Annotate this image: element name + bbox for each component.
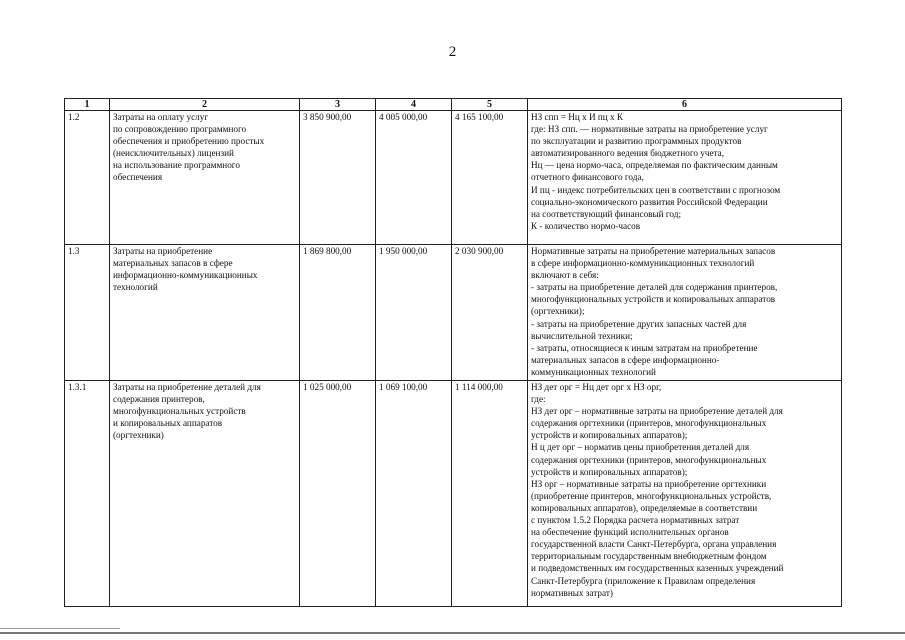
- row-note: Нормативные затраты на приобретение материальных запасов в сфере информационно-коммуникационных технологий включают в себя: - затраты на приобретение деталей для содержания принтеров, многофункциональных устройств и копировальных аппаратов (оргтехники); - затраты на приобретение других запасных частей для вычислительной техники; - затраты, относящиеся к иным затратам на приобретение материальных запасов в сфере информационно- коммуникационных технологий: [528, 245, 842, 381]
- row-note: НЗ спп = Нц х И пц х К где: НЗ спп. — нормативные затраты на приобретение услуг по эксплуатации и развитию программных продуктов автоматизированного ведения бюджетного учета, Нц — цена нормо-часа, определяемая по фактическим данным отчетного финансового года, И пц - индекс потребительских цен в соответствии с прогнозом социально-экономического развития Российской Федерации на соответствующий финансовый год; К - количество нормо-часов: [528, 111, 842, 245]
- scan-artifact-line: [0, 632, 905, 634]
- row-value-year3: 2 030 900,00: [452, 245, 528, 381]
- table-row: [65, 381, 842, 607]
- page-number: 2: [448, 44, 457, 60]
- row-code: 1.2: [65, 111, 110, 245]
- column-header: 6: [528, 99, 842, 111]
- table-row: [65, 245, 842, 381]
- column-header: 3: [300, 99, 376, 111]
- row-value-year2: 1 069 100,00: [376, 381, 452, 607]
- row-code: 1.3.1: [65, 381, 110, 607]
- row-note: НЗ дет орг = Нц дет орг х НЗ орг, где: НЗ дет орг – нормативные затраты на приобретение деталей для содержания оргтехники (принтеров, многофункциональных устройств и копировальных аппаратов); Н ц дет орг – норматив цены приобретения деталей для содержания оргтехники (принтеров, многофункциональных устройств и копировальных аппаратов); НЗ орг – нормативные затраты на приобретение оргтехники (приобретение принтеров, многофункциональных устройств, копировальных аппаратов), определяемые в соответствии с пунктом 1.5.2 Порядка расчета нормативных затрат на обеспечение функций исполнительных органов государственной власти Санкт-Петербурга, органа управления территориальным государственным внебюджетным фондом и подведомственных им государственных казенных учреждений Санкт-Петербурга (приложение к Правилам определения нормативных затрат): [528, 381, 842, 607]
- row-value-year1: 1 869 800,00: [300, 245, 376, 381]
- row-name: Затраты на приобретение деталей для содержания принтеров, многофункциональных устройств и копировальных аппаратов (оргтехники): [110, 381, 300, 607]
- row-code: 1.3: [65, 245, 110, 381]
- row-name: Затраты на оплату услуг по сопровождению программного обеспечения и приобретению простых (неисключительных) лицензий на использование программного обеспечения: [110, 111, 300, 245]
- column-header: 2: [110, 99, 300, 111]
- row-name: Затраты на приобретение материальных запасов в сфере информационно-коммуникационных технологий: [110, 245, 300, 381]
- row-value-year1: 3 850 900,00: [300, 111, 376, 245]
- table-row: [65, 111, 842, 245]
- column-header: 4: [376, 99, 452, 111]
- row-value-year3: 4 165 100,00: [452, 111, 528, 245]
- column-header: 5: [452, 99, 528, 111]
- cost-table: [64, 98, 842, 607]
- row-value-year2: 4 005 000,00: [376, 111, 452, 245]
- row-value-year3: 1 114 000,00: [452, 381, 528, 607]
- scan-artifact-line: [0, 628, 120, 629]
- row-value-year2: 1 950 000,00: [376, 245, 452, 381]
- row-value-year1: 1 025 000,00: [300, 381, 376, 607]
- table-header-row: [65, 99, 842, 111]
- column-header: 1: [65, 99, 110, 111]
